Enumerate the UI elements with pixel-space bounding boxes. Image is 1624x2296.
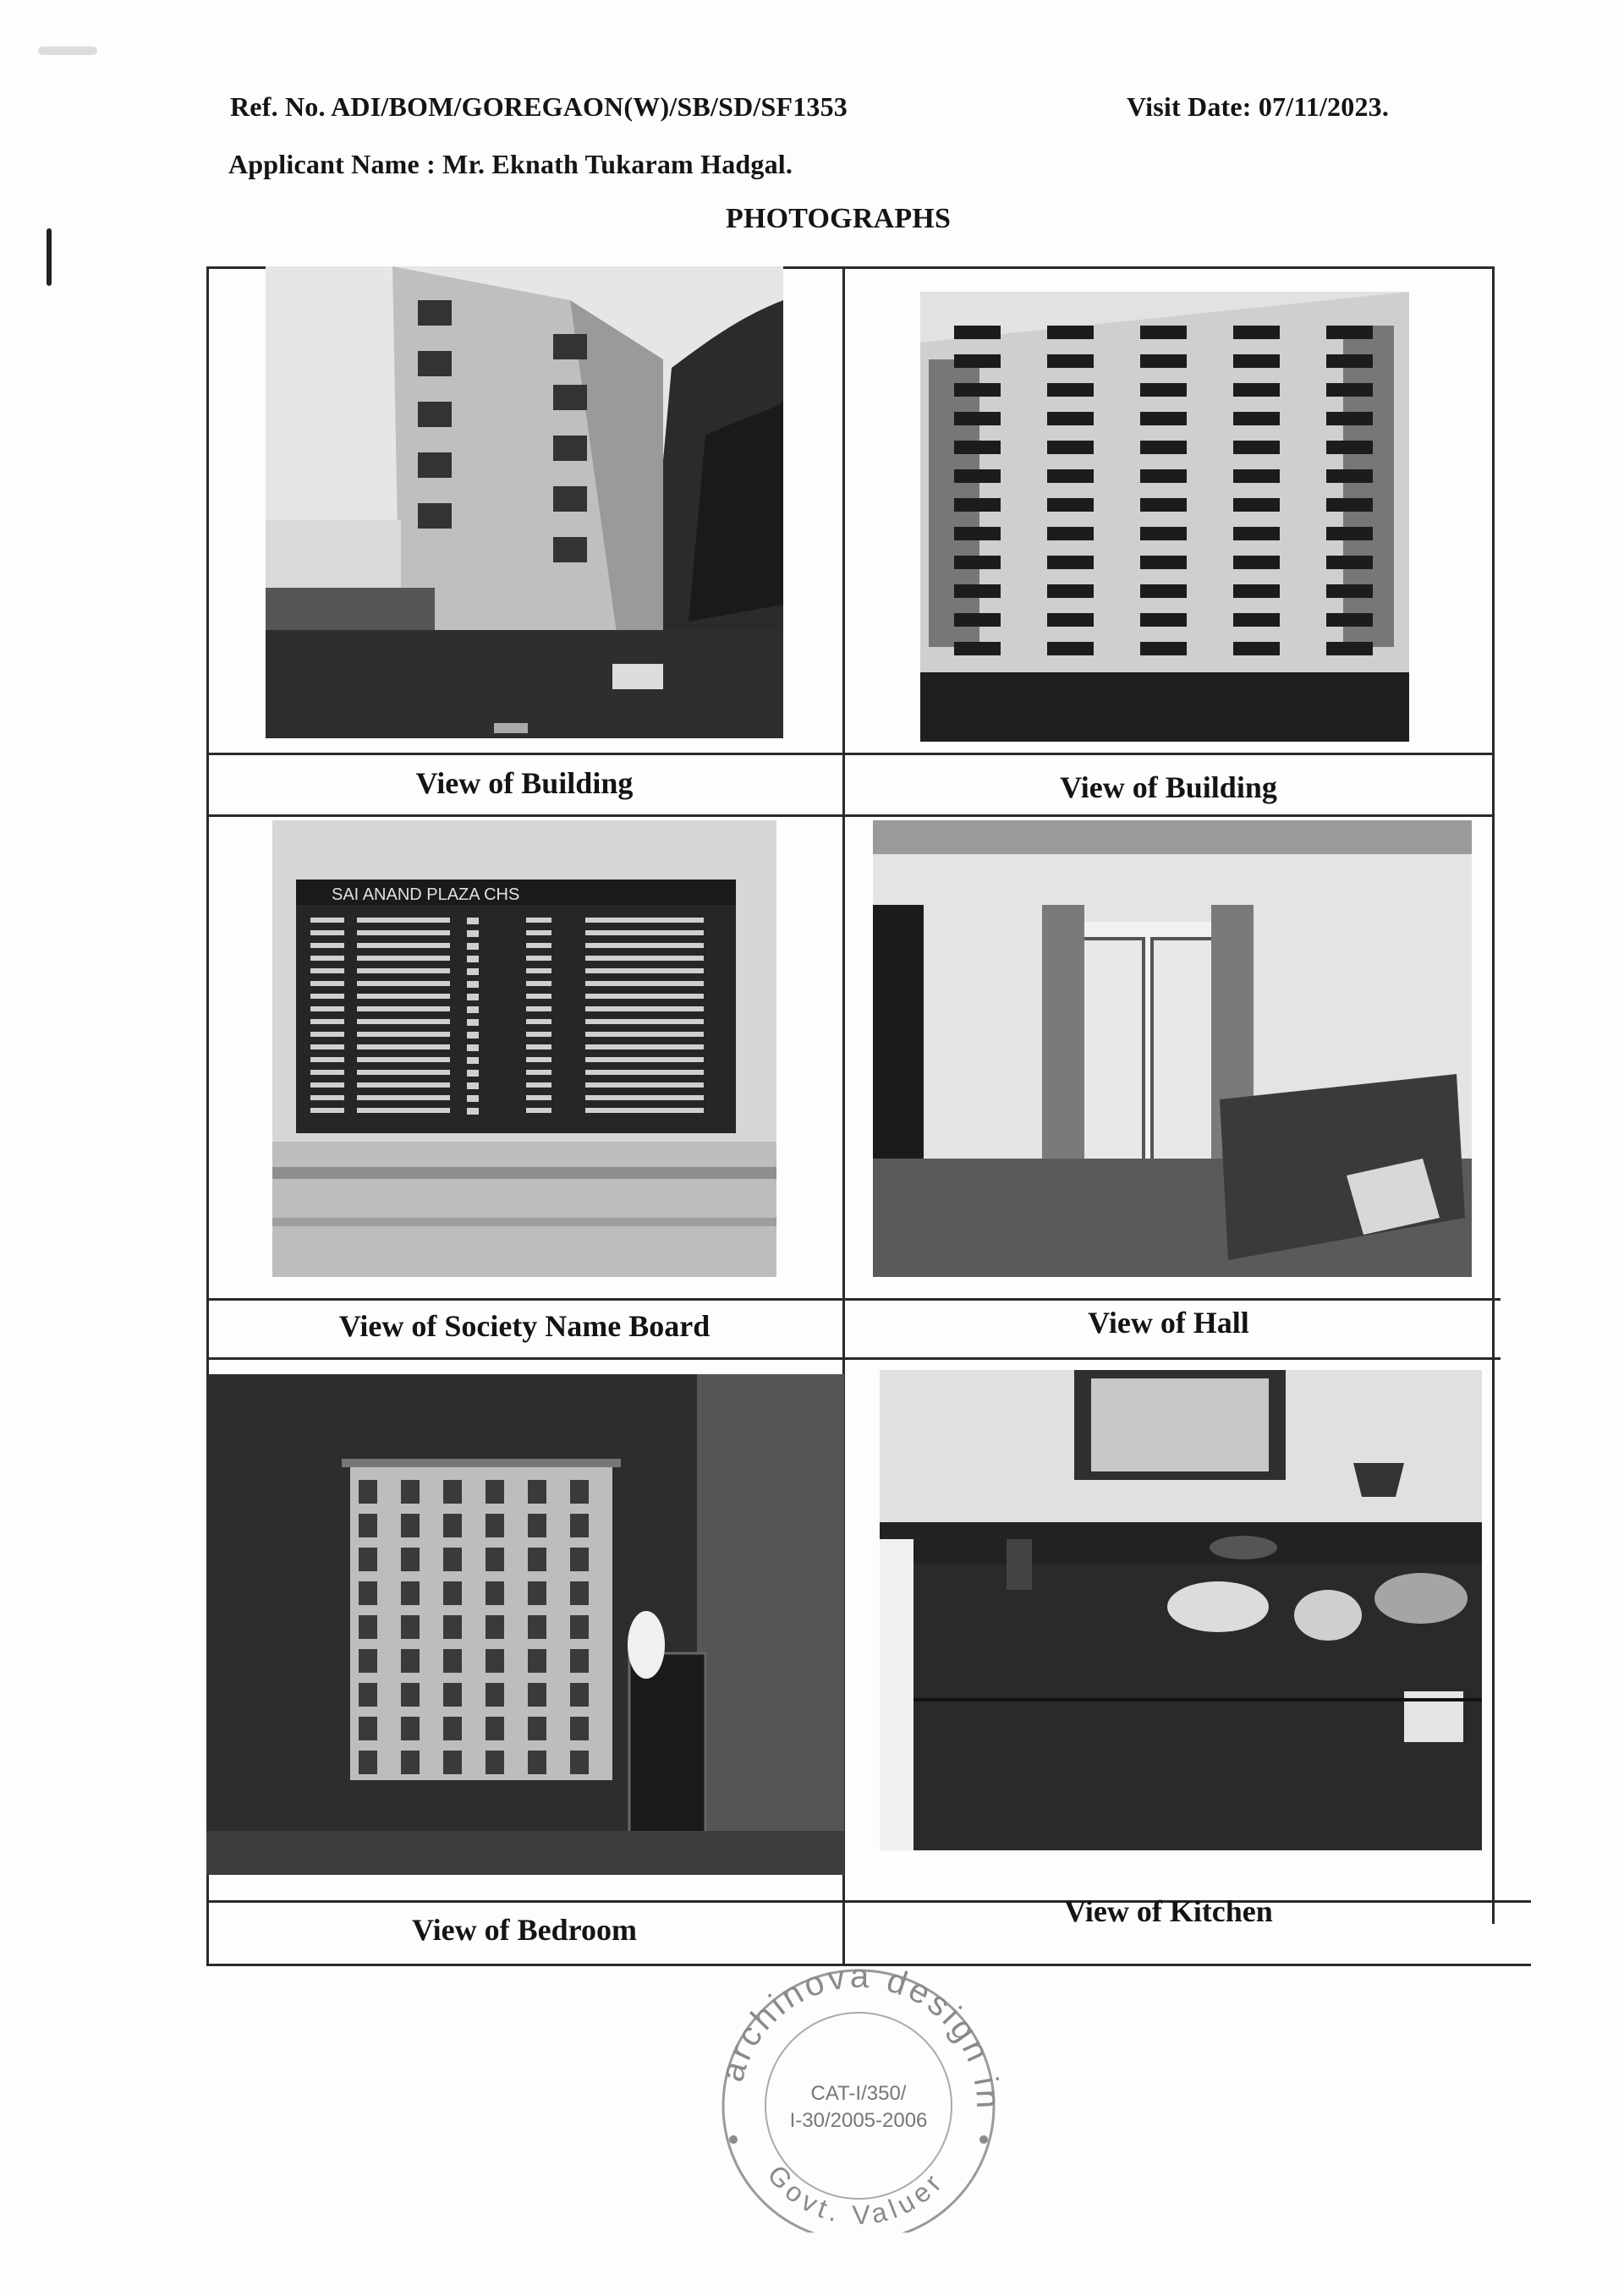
grid-border: [206, 753, 1492, 755]
svg-text:Govt. Valuer: [761, 2159, 950, 2230]
board-title: SAI ANAND PLAZA CHS: [332, 885, 520, 904]
caption-bedroom: View of Bedroom: [412, 1913, 637, 1947]
stamp-line2: I-30/2005-2006: [789, 2109, 928, 2132]
hall-photo: [873, 820, 1472, 1277]
stamp-bottom-text: Govt. Valuer: [761, 2159, 951, 2231]
grid-border: [206, 1357, 1501, 1360]
caption-building-1: View of Building: [415, 766, 634, 800]
caption-hall: View of Hall: [1088, 1306, 1249, 1340]
society-board-photo: [272, 820, 776, 1277]
stamp-top-text: archinova design in: [713, 1957, 1007, 2112]
applicant-name: Applicant Name : Mr. Eknath Tukaram Hadgal.: [228, 149, 793, 179]
bedroom-photo: [206, 1374, 844, 1875]
visit-date: Visit Date: 07/11/2023.: [1127, 91, 1390, 122]
stamp-line1: CAT-I/350/: [810, 2082, 907, 2105]
photo-grid: [188, 266, 1512, 1966]
kitchen-photo: [880, 1370, 1482, 1850]
reference-number: Ref. No. ADI/BOM/GOREGAON(W)/SB/SD/SF1353: [230, 91, 848, 122]
building-photo-2: [920, 292, 1409, 742]
scan-smudge: [38, 47, 97, 55]
valuer-stamp: [689, 1945, 1028, 2233]
grid-border: [206, 1298, 1501, 1301]
page-title: PHOTOGRAPHS: [726, 203, 952, 234]
grid-border: [206, 814, 1492, 817]
caption-building-2: View of Building: [1060, 770, 1277, 804]
grid-border: [1492, 266, 1495, 1924]
caption-kitchen: View of Kitchen: [1064, 1894, 1273, 1928]
scan-mark: [47, 228, 52, 286]
caption-society-board: View of Society Name Board: [338, 1309, 710, 1343]
building-photo-1: [266, 266, 783, 738]
